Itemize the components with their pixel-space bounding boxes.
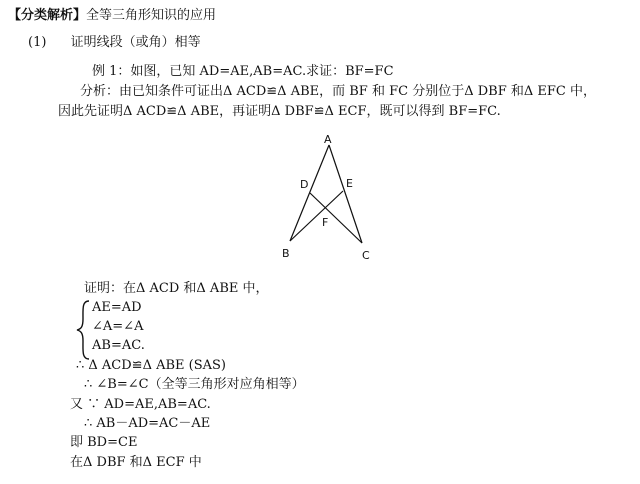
analysis-line-2: 因此先证明Δ ACD≌Δ ABE，再证明Δ DBF≌Δ ECF，既可以得到 BF=FC. bbox=[58, 104, 501, 119]
proof-step-4: ∴ AB－AD=AC－AE bbox=[84, 416, 211, 431]
section-title: 证明线段（或角）相等 bbox=[70, 35, 201, 50]
section-number: (1) bbox=[28, 35, 47, 50]
label-A: A bbox=[324, 133, 332, 146]
label-B: B bbox=[282, 247, 290, 260]
example-text: 例 1：如图，已知 AD=AE,AB=AC.求证：BF=FC bbox=[92, 64, 394, 79]
heading bbox=[8, 8, 216, 24]
segment-BE bbox=[290, 191, 343, 241]
segment-AB bbox=[290, 145, 329, 241]
proof-step-3: 又 ∵ AD=AE,AB=AC. bbox=[70, 397, 211, 412]
section-heading bbox=[28, 35, 201, 51]
proof-condition-3: AB=AC. bbox=[92, 338, 145, 353]
proof-step-2: ∴ ∠B=∠C（全等三角形对应角相等） bbox=[84, 377, 305, 392]
heading-tag: 【分类解析】 bbox=[8, 8, 87, 23]
label-C: C bbox=[362, 249, 370, 262]
proof-step-6: 在Δ DBF 和Δ ECF 中 bbox=[70, 455, 202, 470]
proof-step-1: ∴ Δ ACD≌Δ ABE (SAS) bbox=[76, 358, 227, 373]
proof-condition-1: AE=AD bbox=[92, 300, 142, 315]
segment-CD bbox=[310, 193, 362, 243]
analysis-line-1: 分析：由已知条件可证出Δ ACD≌Δ ABE，而 BF 和 FC 分别位于Δ DBF 和Δ EFC 中， bbox=[80, 84, 596, 99]
label-F: F bbox=[322, 216, 329, 229]
proof-intro: 证明：在Δ ACD 和Δ ABE 中， bbox=[84, 281, 269, 296]
figure-lines bbox=[290, 145, 362, 243]
proof-step-5: 即 BD=CE bbox=[70, 435, 138, 450]
label-D: D bbox=[300, 178, 309, 191]
segment-AC bbox=[329, 145, 362, 243]
heading-title: 全等三角形知识的应用 bbox=[86, 8, 217, 23]
label-E: E bbox=[346, 177, 353, 190]
proof-condition-2: ∠A=∠A bbox=[92, 319, 144, 334]
